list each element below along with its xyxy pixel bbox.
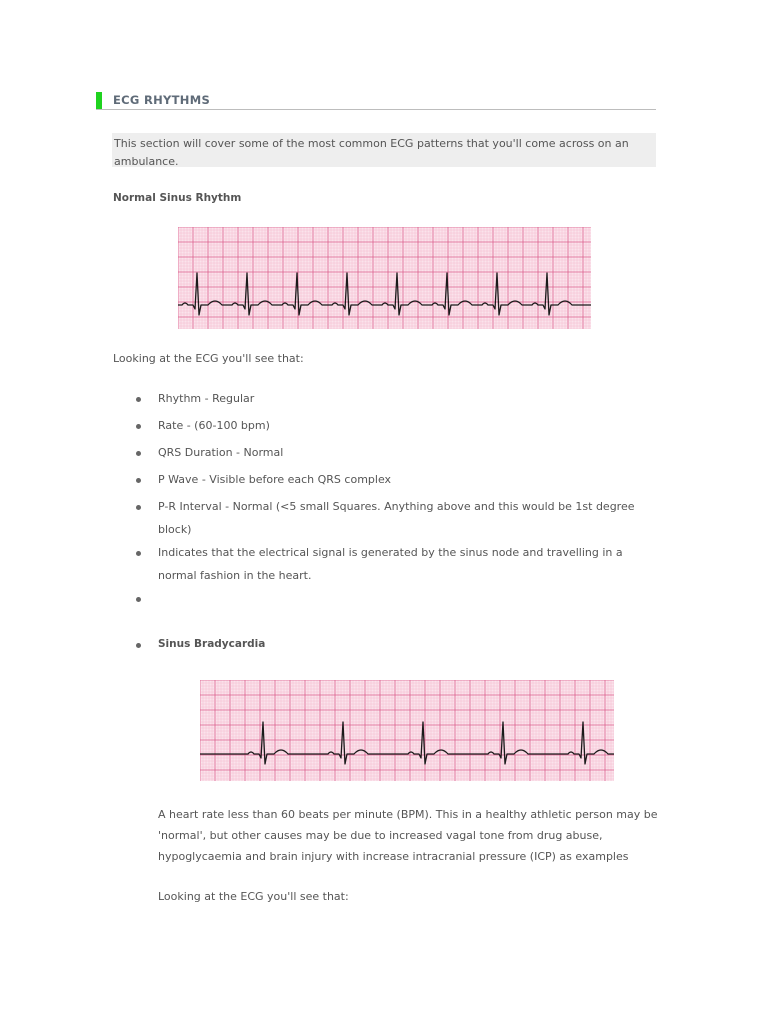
bullet-dot-icon [136, 451, 141, 456]
bullet-dot-icon [136, 643, 141, 648]
bullet-dot-icon [136, 551, 141, 556]
normal-sinus-ecg-strip [178, 227, 591, 329]
page: ECG RHYTHMS This section will cover some of the most common ECG patterns that you'll come across on an ambulance. Normal Sinus Rhythm Looking at the ECG you'll see that: Rhythm - Regular Rate - (60-100 bpm) QRS Duration - Normal P Wave - Visible before each QRS complex P-R Interval - Normal (<5 small Squares. Anything above and this would be 1st degree block) Indicates that the electrical signal is generated by the sinus node and travelling in a normal fashion in the heart. Sinus Bradycardia A heart rate less than 60 beats per minute (BPM). This in a healthy athletic person may be 'normal', but other causes may be due to increased vagal tone from drug abuse, hypoglycaemia and brain injury with increase intracranial pressure (ICP) as examples Looking at the ECG you'll see that: [0, 0, 768, 1024]
intro-text: This section will cover some of the most common ECG patterns that you'll come across on an ambulance. [114, 137, 629, 168]
sinus-brady-heading: Sinus Bradycardia [158, 638, 266, 650]
intro-box [112, 133, 656, 167]
normal-sinus-heading: Normal Sinus Rhythm [113, 192, 242, 204]
sinus-bradycardia-ecg-strip [200, 680, 614, 781]
bullet-dot-icon [136, 478, 141, 483]
section-header [96, 92, 656, 110]
bullet-dot-icon [136, 505, 141, 510]
bullet-dot-icon [136, 397, 141, 402]
section-accent-bar [96, 92, 102, 109]
normal-sinus-lead-in: Looking at the ECG you'll see that: [113, 352, 304, 365]
sinus-brady-description: A heart rate less than 60 beats per minute (BPM). This in a healthy athletic person may be 'normal', but other causes may be due to increased vagal tone from drug abuse, hypoglycaemia and brain injury with increase intracranial pressure (ICP) as examples [158, 808, 658, 863]
section-title: ECG RHYTHMS [113, 93, 211, 107]
sinus-brady-lead-in: Looking at the ECG you'll see that: [158, 890, 349, 903]
bullet-dot-icon [136, 424, 141, 429]
bullet-dot-icon [136, 597, 141, 602]
